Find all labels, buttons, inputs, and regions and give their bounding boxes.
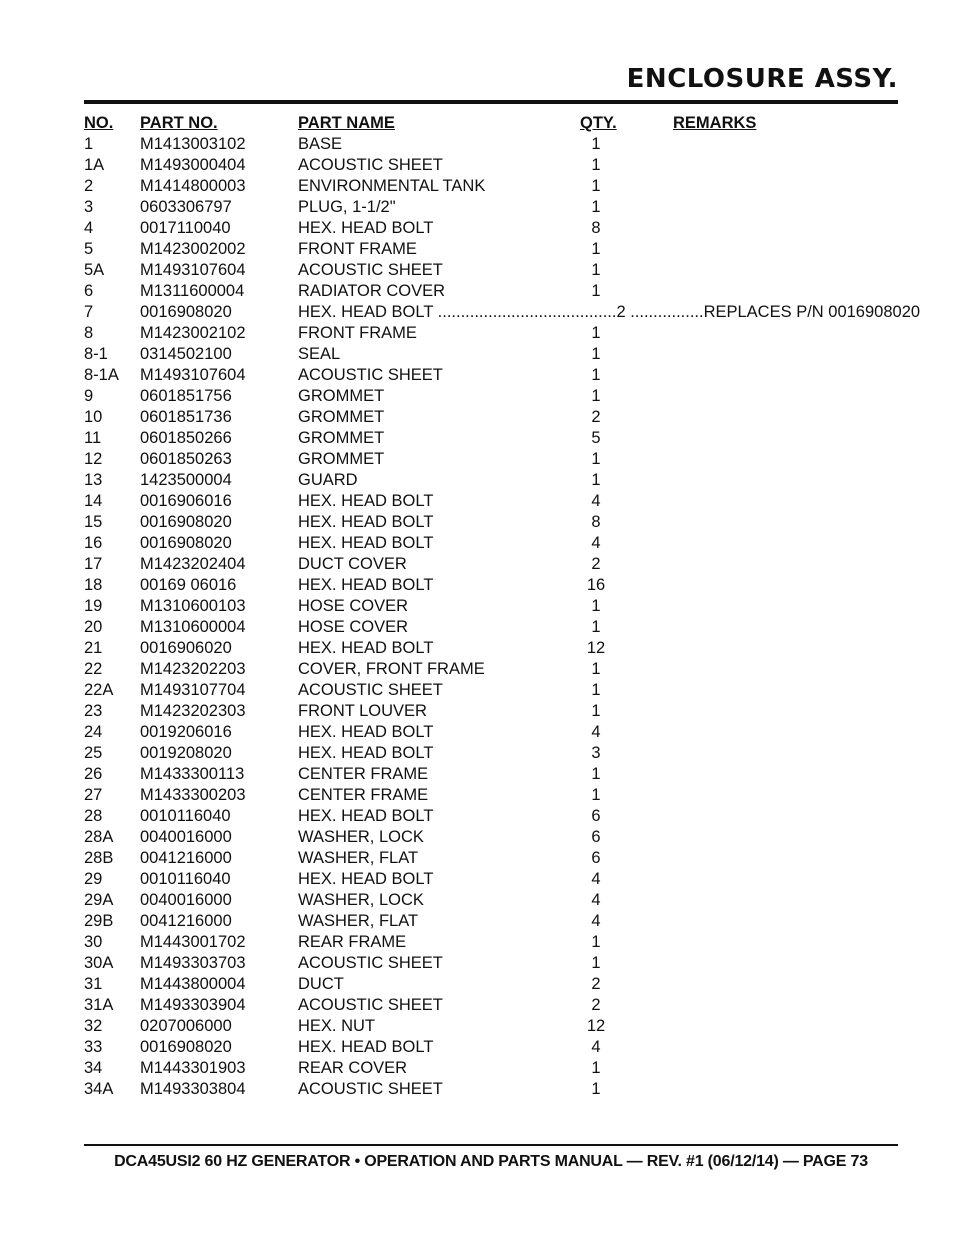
header-part-no: PART NO. — [140, 114, 218, 132]
row-part-no: 0207006000 — [140, 1017, 232, 1035]
row-qty: 1 — [591, 681, 601, 699]
row-part-name: REAR FRAME — [298, 933, 407, 951]
row-part-name: COVER, FRONT FRAME — [298, 660, 485, 678]
row-part-name: ACOUSTIC SHEET — [298, 996, 443, 1014]
row-qty: 3 — [591, 744, 601, 762]
row-part-no: 0019206016 — [140, 723, 232, 741]
row-part-no: 0601850263 — [140, 450, 232, 468]
row-qty: 1 — [591, 954, 601, 972]
row-no: 24 — [84, 723, 103, 741]
table-row — [84, 953, 898, 974]
row-qty: 4 — [591, 891, 601, 909]
table-header — [84, 113, 898, 134]
row-part-no: M1493107604 — [140, 366, 246, 384]
row-no: 31A — [84, 996, 114, 1014]
row-part-no: M1493303703 — [140, 954, 246, 972]
row-part-no: 0016908020 — [140, 513, 232, 531]
row-qty: 1 — [591, 1059, 601, 1077]
table-row — [84, 848, 898, 869]
row-part-name: ACOUSTIC SHEET — [298, 156, 443, 174]
table-row — [84, 218, 898, 239]
top-rule — [84, 100, 898, 104]
row-qty: 1 — [591, 471, 601, 489]
table-row — [84, 407, 898, 428]
row-no: 25 — [84, 744, 103, 762]
table-row — [84, 197, 898, 218]
row-qty: 1 — [591, 1080, 601, 1098]
row-part-no: 0041216000 — [140, 912, 232, 930]
row-part-name: GROMMET — [298, 408, 385, 426]
row-qty: 1 — [591, 597, 601, 615]
row-part-no: 1423500004 — [140, 471, 232, 489]
row-part-name: CENTER FRAME — [298, 786, 429, 804]
row-no: 34A — [84, 1080, 114, 1098]
row-part-no: 0603306797 — [140, 198, 232, 216]
header-qty: QTY. — [580, 114, 617, 132]
row-no: 13 — [84, 471, 103, 489]
row-part-no: 0601851736 — [140, 408, 232, 426]
table-row — [84, 596, 898, 617]
header-remarks: REMARKS — [673, 114, 757, 132]
row-part-name: HEX. HEAD BOLT — [298, 870, 434, 888]
row-qty: 2 — [591, 975, 601, 993]
table-row — [84, 617, 898, 638]
row-part-name: GROMMET — [298, 429, 385, 447]
row-qty: 1 — [591, 135, 601, 153]
row-qty: 1 — [591, 282, 601, 300]
row-no: 20 — [84, 618, 103, 636]
row-no: 2 — [84, 177, 94, 195]
row-part-no: M1433300113 — [140, 765, 245, 783]
table-row — [84, 134, 898, 155]
row-part-no: 0016908020 — [140, 534, 232, 552]
table-row — [84, 155, 898, 176]
table-row — [84, 890, 898, 911]
row-no: 8-1A — [84, 366, 119, 384]
row-part-name: CENTER FRAME — [298, 765, 429, 783]
table-row — [84, 1037, 898, 1058]
row-part-no: 0040016000 — [140, 891, 232, 909]
row-no: 28 — [84, 807, 103, 825]
row-no: 22 — [84, 660, 103, 678]
row-part-no: M1413003102 — [140, 135, 246, 153]
table-row — [84, 974, 898, 995]
row-part-no: 0016906020 — [140, 639, 232, 657]
table-row — [84, 932, 898, 953]
table-row — [84, 764, 898, 785]
row-part-no: 0016908020 — [140, 1038, 232, 1056]
row-no: 11 — [84, 429, 102, 447]
row-qty: 12 — [586, 639, 606, 657]
table-row — [84, 323, 898, 344]
table-row — [84, 680, 898, 701]
row-qty: 4 — [591, 1038, 601, 1056]
row-no: 1A — [84, 156, 105, 174]
parts-table — [84, 113, 921, 1100]
table-row — [84, 911, 898, 932]
table-row — [84, 743, 898, 764]
row-qty: 8 — [591, 513, 601, 531]
table-row — [84, 722, 898, 743]
row-part-name: ENVIRONMENTAL TANK — [298, 177, 486, 195]
row-qty: 1 — [591, 324, 601, 342]
row-part-no: M1493107704 — [140, 681, 246, 699]
row-no: 3 — [84, 198, 94, 216]
row-no: 33 — [84, 1038, 103, 1056]
row-part-name: HEX. HEAD BOLT — [298, 639, 434, 657]
table-row — [84, 176, 898, 197]
page-footer: DCA45USI2 60 HZ GENERATOR • OPERATION AND PARTS MANUAL — REV. #1 (06/12/14) — PAGE 73 — [114, 1153, 868, 1170]
row-part-no: M1310600103 — [140, 597, 246, 615]
row-qty: 1 — [591, 618, 601, 636]
row-part-no: M1423002102 — [140, 324, 246, 342]
row-part-no: M1443301903 — [140, 1059, 246, 1077]
row-no: 31 — [84, 975, 103, 993]
row-part-no: 0019208020 — [140, 744, 232, 762]
table-row — [84, 1058, 898, 1079]
row-part-name: HEX. HEAD BOLT — [298, 807, 434, 825]
row-qty: 1 — [591, 156, 601, 174]
table-row — [84, 386, 898, 407]
row-qty: 12 — [586, 1017, 606, 1035]
table-row — [84, 659, 898, 680]
header-part-name: PART NAME — [298, 114, 395, 132]
row-qty: 1 — [591, 240, 601, 258]
row-qty: 4 — [591, 492, 601, 510]
row-no: 15 — [84, 513, 103, 531]
row-no: 1 — [84, 135, 94, 153]
row-qty: 1 — [591, 660, 601, 678]
row-no: 6 — [84, 282, 94, 300]
row-qty: 1 — [591, 198, 601, 216]
row-part-no: M1423202303 — [140, 702, 246, 720]
row-no: 8-1 — [84, 345, 108, 363]
row-part-name: HEX. HEAD BOLT — [298, 1038, 434, 1056]
row-no: 4 — [84, 219, 94, 237]
row-no: 28B — [84, 849, 114, 867]
row-part-no: 00169 06016 — [140, 576, 237, 594]
row-no: 30 — [84, 933, 103, 951]
row-part-name: HEX. HEAD BOLT — [298, 219, 434, 237]
row-part-name: HOSE COVER — [298, 597, 409, 615]
row-qty: 6 — [591, 828, 601, 846]
row-part-name: HEX. HEAD BOLT — [298, 723, 434, 741]
row-no: 34 — [84, 1059, 103, 1077]
row-part-no: 0314502100 — [140, 345, 232, 363]
row-part-no: 0010116040 — [140, 870, 231, 888]
row-no: 23 — [84, 702, 103, 720]
row-part-name: FRONT FRAME — [298, 324, 417, 342]
row-qty: 1 — [591, 345, 601, 363]
row-qty: 6 — [591, 807, 601, 825]
row-part-name: HEX. HEAD BOLT — [298, 534, 434, 552]
row-no: 21 — [84, 639, 103, 657]
row-part-no: M1493303804 — [140, 1080, 246, 1098]
row-qty: 1 — [591, 261, 601, 279]
row-qty: 1 — [591, 933, 601, 951]
row-qty: 1 — [591, 702, 601, 720]
row-part-no: 0041216000 — [140, 849, 232, 867]
row-part-name: HEX. NUT — [298, 1017, 376, 1035]
table-row — [84, 428, 898, 449]
row-part-name: GROMMET — [298, 387, 385, 405]
row-qty: 4 — [591, 723, 601, 741]
row-part-name: DUCT COVER — [298, 555, 407, 573]
row-qty: 1 — [591, 387, 601, 405]
row-no: 29 — [84, 870, 103, 888]
row-no: 9 — [84, 387, 94, 405]
row-part-no: M1493303904 — [140, 996, 246, 1014]
row-no: 5A — [84, 261, 105, 279]
row-part-name: WASHER, FLAT — [298, 849, 419, 867]
row-qty: 4 — [591, 870, 601, 888]
row-part-name: GROMMET — [298, 450, 385, 468]
row-qty: 1 — [591, 177, 601, 195]
row-part-name: ACOUSTIC SHEET — [298, 954, 443, 972]
row-part-name: FRONT LOUVER — [298, 702, 427, 720]
table-row — [84, 638, 898, 659]
row-no: 17 — [84, 555, 103, 573]
row-part-name: ACOUSTIC SHEET — [298, 261, 443, 279]
table-row — [84, 785, 898, 806]
row-part-no: M1443001702 — [140, 933, 246, 951]
row-part-name: HEX. HEAD BOLT — [298, 492, 434, 510]
row-no: 7 — [84, 303, 94, 321]
row-part-no: 0010116040 — [140, 807, 231, 825]
row-part-no: M1493000404 — [140, 156, 246, 174]
row-part-name: HEX. HEAD BOLT — [298, 744, 434, 762]
table-row — [84, 302, 921, 323]
table-row — [84, 995, 898, 1016]
row-qty: 2 — [591, 408, 601, 426]
table-row — [84, 1016, 898, 1037]
table-row — [84, 491, 898, 512]
row-no: 32 — [84, 1017, 103, 1035]
row-part-no: M1433300203 — [140, 786, 246, 804]
row-no: 29B — [84, 912, 114, 930]
table-row — [84, 701, 898, 722]
table-body — [84, 134, 921, 1100]
row-part-name: DUCT — [298, 975, 344, 993]
row-part-no: 0016908020 — [140, 303, 232, 321]
row-no: 22A — [84, 681, 114, 699]
row-qty: 1 — [591, 366, 601, 384]
row-part-no: 0601850266 — [140, 429, 232, 447]
row-part-no: M1423202203 — [140, 660, 246, 678]
row-no: 14 — [84, 492, 103, 510]
row-part-name: ACOUSTIC SHEET — [298, 681, 443, 699]
row-part-no: 0017110040 — [140, 219, 231, 237]
row-no: 29A — [84, 891, 114, 909]
row-qty: 2 — [591, 555, 601, 573]
table-row — [84, 827, 898, 848]
header-no: NO. — [84, 114, 114, 132]
table-row — [84, 260, 898, 281]
table-row — [84, 869, 898, 890]
row-part-name: ACOUSTIC SHEET — [298, 366, 443, 384]
table-row — [84, 344, 898, 365]
row-no: 5 — [84, 240, 94, 258]
table-row — [84, 512, 898, 533]
row-no: 12 — [84, 450, 103, 468]
row-part-no: M1311600004 — [140, 282, 245, 300]
row-qty: 1 — [591, 786, 601, 804]
row-qty: 8 — [591, 219, 601, 237]
row-qty: 1 — [591, 450, 601, 468]
row-qty: 4 — [591, 912, 601, 930]
row-no: 28A — [84, 828, 114, 846]
table-row — [84, 365, 898, 386]
row-part-no: 0040016000 — [140, 828, 232, 846]
row-part-no: M1414800003 — [140, 177, 246, 195]
row-part-no: 0016906016 — [140, 492, 232, 510]
row-name-qty-remarks-leader: HEX. HEAD BOLT .......................................2 ................REPLACES P/N 0016908020 — [298, 303, 921, 321]
row-qty: 6 — [591, 849, 601, 867]
row-part-name: REAR COVER — [298, 1059, 408, 1077]
row-part-name: HEX. HEAD BOLT — [298, 513, 434, 531]
row-qty: 5 — [591, 429, 601, 447]
table-row — [84, 806, 898, 827]
row-part-no: M1423202404 — [140, 555, 246, 573]
table-row — [84, 281, 898, 302]
table-row — [84, 575, 898, 596]
row-no: 16 — [84, 534, 103, 552]
row-part-name: HEX. HEAD BOLT — [298, 576, 434, 594]
table-row — [84, 239, 898, 260]
page-title: ENCLOSURE ASSY. — [626, 64, 898, 94]
row-part-name: WASHER, FLAT — [298, 912, 419, 930]
row-no: 10 — [84, 408, 103, 426]
row-part-name: HOSE COVER — [298, 618, 409, 636]
row-part-name: RADIATOR COVER — [298, 282, 445, 300]
bottom-rule — [84, 1144, 898, 1146]
row-no: 18 — [84, 576, 103, 594]
row-no: 30A — [84, 954, 114, 972]
row-qty: 1 — [591, 765, 601, 783]
table-row — [84, 470, 898, 491]
row-part-name: PLUG, 1-1/2" — [298, 198, 396, 216]
row-no: 8 — [84, 324, 94, 342]
row-part-name: FRONT FRAME — [298, 240, 417, 258]
row-no: 19 — [84, 597, 103, 615]
row-part-name: WASHER, LOCK — [298, 891, 424, 909]
table-row — [84, 533, 898, 554]
table-row — [84, 449, 898, 470]
row-part-no: M1443800004 — [140, 975, 246, 993]
row-part-no: M1423002002 — [140, 240, 246, 258]
row-no: 26 — [84, 765, 103, 783]
row-part-name: BASE — [298, 135, 343, 153]
table-row — [84, 1079, 898, 1100]
row-no: 27 — [84, 786, 103, 804]
row-part-name: GUARD — [298, 471, 358, 489]
row-part-name: SEAL — [298, 345, 341, 363]
row-qty: 2 — [591, 996, 601, 1014]
row-part-no: M1310600004 — [140, 618, 246, 636]
row-qty: 4 — [591, 534, 601, 552]
row-part-no: 0601851756 — [140, 387, 232, 405]
table-row — [84, 554, 898, 575]
row-qty: 16 — [586, 576, 606, 594]
row-part-name: ACOUSTIC SHEET — [298, 1080, 443, 1098]
row-part-no: M1493107604 — [140, 261, 246, 279]
row-part-name: WASHER, LOCK — [298, 828, 424, 846]
